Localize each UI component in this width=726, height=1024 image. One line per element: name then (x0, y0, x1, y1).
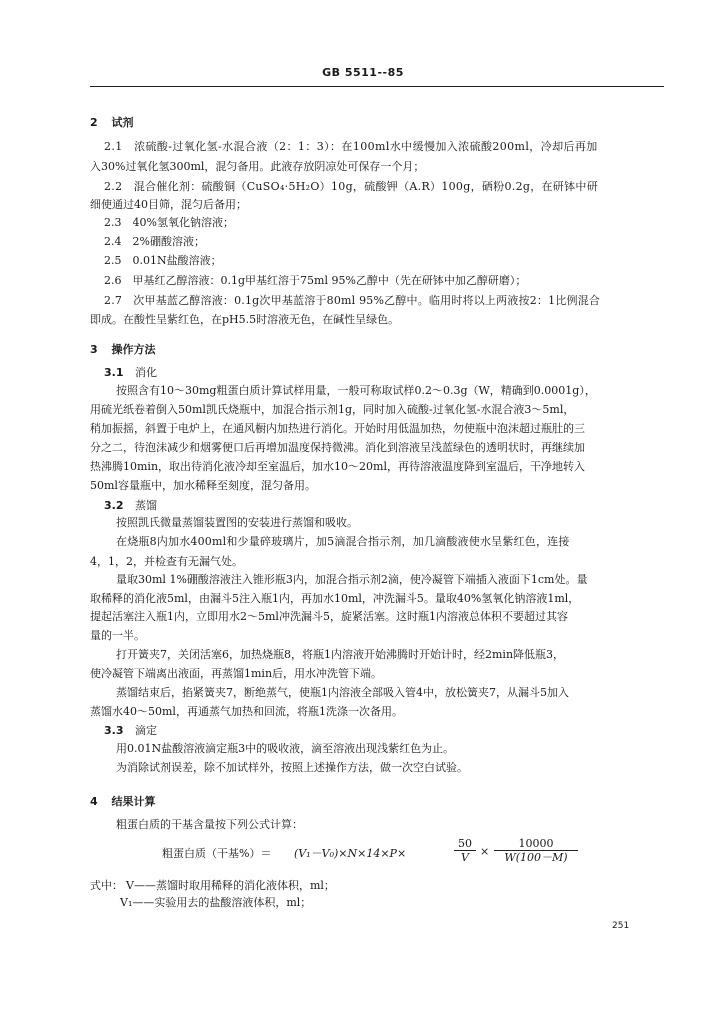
formula-lhs: 粗蛋白质（干基%）＝ (162, 847, 272, 860)
paragraph-line: 入30%过氧化氢300ml，混匀备用。此液存放阴凉处可保存一个月； (90, 160, 425, 173)
subsection-3-2-heading (104, 499, 157, 513)
section-4-heading (90, 795, 156, 809)
protein-formula (162, 830, 622, 874)
paragraph-line: 分之二，待泡沫减少和烟雾便口后再增加温度保持微沸。消化到溶液呈浅蓝绿色的透明状时，再继续加 (90, 441, 585, 454)
subsection-number: 3.1 (104, 366, 124, 379)
subsection-number: 3.3 (104, 724, 124, 737)
paragraph-line: 2.4 2%硼酸溶液； (104, 235, 205, 248)
paragraph-line: 按照含有10～30mg粗蛋白质计算试样用量，一般可称取试样0.2～0.3g（W，精确到0.0001g）， (116, 384, 596, 397)
paragraph-line: 用0.01N盐酸溶液滴定瓶3中的吸收液，滴至溶液出现浅紫红色为止。 (116, 742, 455, 755)
paragraph-line: 50ml容量瓶中，加水稀释至刻度，混匀备用。 (90, 479, 316, 492)
variable-definition: V——蒸馏时取用稀释的消化液体积，ml； (126, 879, 335, 892)
subsection-3-1-heading (104, 366, 157, 380)
fraction-numerator: 10000 (494, 837, 578, 851)
paragraph-line: 即成。在酸性呈紫红色，在pH5.5时溶液无色，在碱性呈绿色。 (90, 313, 400, 326)
section-title: 结果计算 (111, 795, 156, 808)
paragraph-line: 在烧瓶8内加水400ml和少量碎玻璃片，加5滴混合指示剂，加几滴酸液使水呈紫红色，连接 (116, 535, 570, 548)
section-number: 2 (90, 116, 98, 129)
subsection-title: 消化 (135, 366, 157, 379)
paragraph-line: 2.2 混合催化剂：硫酸铜（CuSO₄·5H₂O）10g，硫酸钾（A.R）100g，硒粉0.2g，在研钵中研 (104, 180, 599, 193)
fraction-denominator: W(100－M) (504, 851, 568, 864)
paragraph-line: 使冷凝管下端离出液面，再蒸馏1min后，用水冲洗管下端。 (90, 667, 383, 680)
paragraph-line: 粗蛋白质的干基含量按下列公式计算： (116, 818, 303, 831)
formula-fraction-1 (454, 837, 476, 864)
paragraph-line: 细使通过40目筛，混匀后备用； (90, 198, 247, 211)
section-title: 试剂 (111, 116, 134, 129)
paragraph-line: 用硫光纸卷着倒入50ml凯氏烧瓶中，加混合指示剂1g，同时加入硫酸-过氧化氢-水混合液3～5ml， (90, 403, 575, 416)
formula-fraction-2 (494, 837, 578, 864)
section-3-heading (90, 343, 156, 357)
paragraph-line: 4，1，2，并检查有无漏气处。 (90, 555, 243, 568)
paragraph-line: 2.1 浓硫酸-过氧化氢-水混合液（2：1：3）：在100ml水中缓慢加入浓硫酸200ml，冷却后再加 (104, 140, 598, 153)
paragraph-line: 热沸腾10min，取出待消化液冷却至室温后，加水10～20ml，再待溶液温度降到室温后，干净地转入 (90, 460, 585, 473)
section-number: 3 (90, 343, 98, 356)
subsection-title: 蒸馏 (135, 499, 157, 512)
subsection-3-3-heading (104, 724, 157, 738)
variable-definition: V₁——实验用去的盐酸溶液体积，ml； (120, 896, 312, 909)
paragraph-line: 取稀释的消化液5ml，由漏斗5注入瓶1内，再加水10ml，冲洗漏斗5。量取40%氢氧化钠溶液1ml， (90, 592, 580, 605)
standard-code-header: GB 5511--85 (322, 66, 404, 79)
paragraph-line: 量取30ml 1%硼酸溶液注入锥形瓶3内，加混合指示剂2滴，使冷凝管下端插入液面下1cm处。量 (116, 573, 588, 586)
paragraph-line: 2.3 40%氢氧化钠溶液； (104, 216, 234, 229)
paragraph-line: 提起活塞注入瓶1内，立即用水2～5ml冲洗漏斗5，旋紧活塞。这时瓶1内溶液总体积不要超过其容 (90, 610, 568, 623)
paragraph-line: 打开簧夹7，关闭活塞6，加热烧瓶8，将瓶1内溶液开始沸腾时开始计时，经2min降低瓶3， (116, 648, 565, 661)
paragraph-line: 蒸馏结束后，掐紧簧夹7，断绝蒸气，使瓶1内溶液全部吸入管4中，放松簧夹7，从漏斗5加入 (116, 686, 569, 699)
paragraph-line: 2.7 次甲基蓝乙醇溶液：0.1g次甲基蓝溶于80ml 95%乙醇中。临用时将以上两液按2：1比例混合 (104, 294, 601, 307)
page-number: 251 (612, 921, 630, 931)
paragraph-line: 蒸馏水40～50ml，再通蒸气加热和回流，将瓶1洗涤一次备用。 (90, 705, 403, 718)
paragraph-line: 按照凯氏微量蒸馏装置图的安装进行蒸馏和吸收。 (116, 516, 358, 529)
paragraph-line: 量的一半。 (90, 629, 145, 642)
subsection-number: 3.2 (104, 499, 124, 512)
section-title: 操作方法 (111, 343, 156, 356)
formula-times: × (480, 845, 490, 858)
paragraph-line: 稍加振摇，斜置于电炉上，在通风橱内加热进行消化。开始时用低温加热，勿使瓶中泡沫超过瓶肚的三 (90, 422, 585, 435)
section-number: 4 (90, 795, 98, 808)
fraction-numerator: 50 (454, 837, 476, 851)
paragraph-line: 为消除试剂误差，除不加试样外，按照上述操作方法，做一次空白试验。 (116, 761, 468, 774)
fraction-denominator: V (461, 851, 469, 864)
section-2-heading (90, 116, 134, 130)
subsection-title: 滴定 (135, 724, 157, 737)
header-rule (90, 86, 664, 87)
paragraph-line: 2.5 0.01N盐酸溶液； (104, 254, 222, 267)
formula-expression: (V₁－V₀)×N×14×P× (294, 847, 407, 860)
paragraph-line: 2.6 甲基红乙醇溶液：0.1g甲基红溶于75ml 95%乙醇中（先在研钵中加乙醇研磨）； (104, 274, 527, 287)
where-label: 式中： (90, 879, 123, 892)
